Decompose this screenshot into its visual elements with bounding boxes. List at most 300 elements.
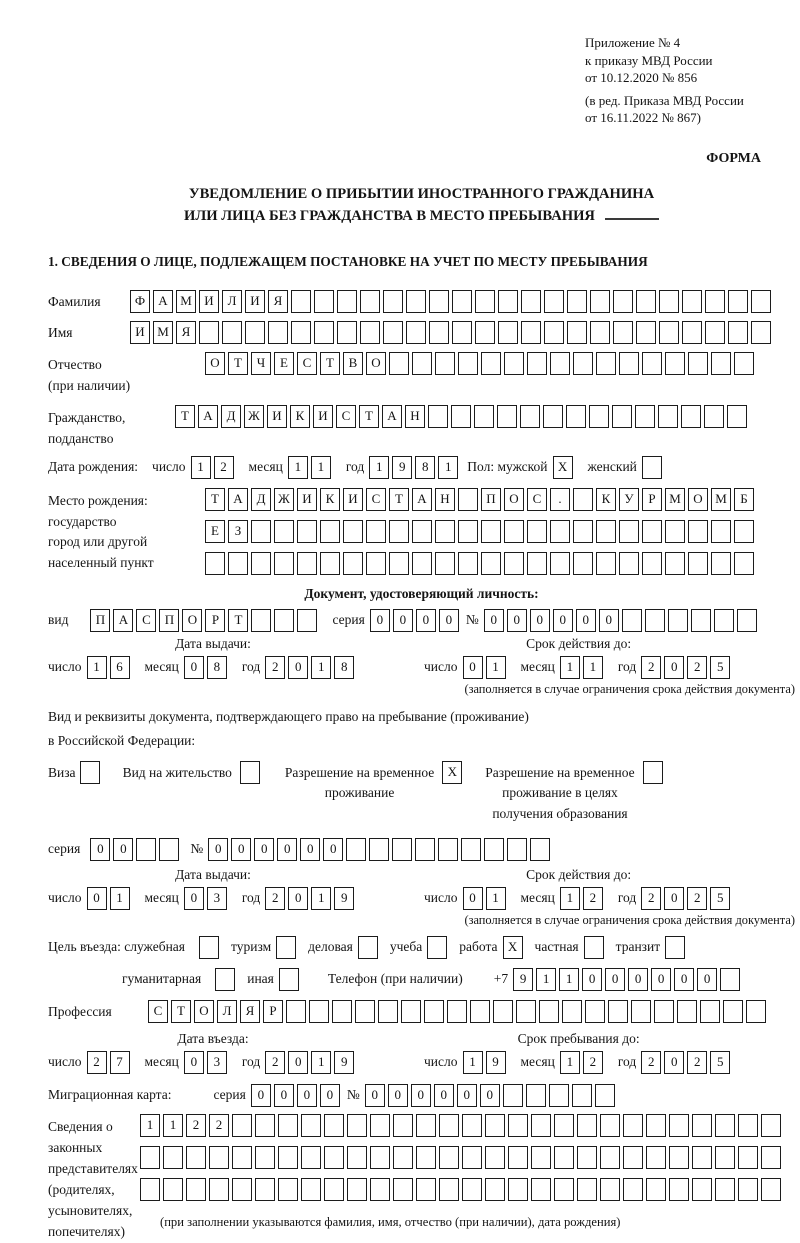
char-box[interactable]: С [336,405,356,428]
char-box[interactable] [278,1114,298,1137]
stay-day-boxes[interactable] [463,1051,509,1074]
char-box[interactable] [504,352,524,375]
char-box[interactable] [370,1114,390,1137]
char-box[interactable] [544,321,564,344]
char-box[interactable] [705,321,725,344]
char-box[interactable] [429,321,449,344]
char-box[interactable]: 1 [311,1051,331,1074]
char-box[interactable]: И [245,290,265,313]
char-box[interactable] [412,352,432,375]
char-box[interactable]: 0 [184,656,204,679]
char-box[interactable]: И [130,321,150,344]
char-box[interactable]: 2 [87,1051,107,1074]
citizenship-boxes[interactable] [175,405,750,428]
res-valid-day-boxes[interactable] [463,887,509,910]
char-box[interactable] [590,290,610,313]
char-box[interactable]: 6 [110,656,130,679]
phone-boxes[interactable] [513,968,743,991]
char-box[interactable] [665,552,685,575]
char-box[interactable] [619,552,639,575]
char-box[interactable] [324,1178,344,1201]
char-box[interactable] [700,1000,720,1023]
char-box[interactable]: 1 [311,456,331,479]
char-box[interactable]: Д [251,488,271,511]
char-box[interactable]: И [313,405,333,428]
char-box[interactable] [255,1178,275,1201]
char-box[interactable] [504,552,524,575]
char-box[interactable]: 2 [583,1051,603,1074]
char-box[interactable]: 5 [710,1051,730,1074]
char-box[interactable]: 2 [687,887,707,910]
char-box[interactable] [438,838,458,861]
patronymic-boxes[interactable] [205,352,757,375]
char-box[interactable] [543,405,563,428]
char-box[interactable] [573,488,593,511]
char-box[interactable] [619,352,639,375]
representatives-boxes-row1[interactable] [140,1114,784,1137]
char-box[interactable] [186,1178,206,1201]
char-box[interactable] [406,290,426,313]
char-box[interactable] [240,761,260,784]
char-box[interactable]: А [153,290,173,313]
entry-year-boxes[interactable] [265,1051,357,1074]
char-box[interactable]: 1 [463,1051,483,1074]
char-box[interactable]: М [176,290,196,313]
surname-boxes[interactable] [130,290,774,313]
res-issue-year-boxes[interactable] [265,887,357,910]
char-box[interactable] [734,352,754,375]
res-number-boxes[interactable] [208,838,553,861]
char-box[interactable]: 0 [90,838,110,861]
char-box[interactable]: 2 [687,656,707,679]
char-box[interactable]: 0 [416,609,436,632]
char-box[interactable]: 2 [186,1114,206,1137]
char-box[interactable] [383,321,403,344]
char-box[interactable]: 2 [641,1051,661,1074]
res-issue-day-boxes[interactable] [87,887,133,910]
char-box[interactable]: М [665,488,685,511]
char-box[interactable]: 1 [560,1051,580,1074]
char-box[interactable]: 0 [664,887,684,910]
char-box[interactable] [424,1000,444,1023]
char-box[interactable]: Т [320,352,340,375]
char-box[interactable]: 0 [599,609,619,632]
char-box[interactable] [550,552,570,575]
char-box[interactable]: 8 [207,656,227,679]
char-box[interactable] [458,488,478,511]
purpose-other-checkbox[interactable] [279,968,302,991]
char-box[interactable] [343,520,363,543]
char-box[interactable]: 2 [265,887,285,910]
char-box[interactable]: П [481,488,501,511]
char-box[interactable] [355,1000,375,1023]
char-box[interactable]: 1 [288,456,308,479]
char-box[interactable] [389,552,409,575]
char-box[interactable] [550,352,570,375]
char-box[interactable] [636,290,656,313]
char-box[interactable] [291,321,311,344]
char-box[interactable] [481,552,501,575]
char-box[interactable] [728,321,748,344]
char-box[interactable] [416,1146,436,1169]
char-box[interactable]: К [596,488,616,511]
char-box[interactable] [720,968,740,991]
char-box[interactable] [737,609,757,632]
char-box[interactable] [714,609,734,632]
char-box[interactable] [136,838,156,861]
char-box[interactable] [562,1000,582,1023]
char-box[interactable] [301,1178,321,1201]
char-box[interactable] [631,1000,651,1023]
char-box[interactable] [508,1146,528,1169]
char-box[interactable] [343,552,363,575]
representatives-boxes-row2[interactable] [140,1146,784,1169]
char-box[interactable]: X [442,761,462,784]
char-box[interactable]: 0 [87,887,107,910]
char-box[interactable] [439,1114,459,1137]
char-box[interactable] [439,1146,459,1169]
char-box[interactable] [531,1146,551,1169]
char-box[interactable] [320,520,340,543]
char-box[interactable] [462,1178,482,1201]
char-box[interactable] [622,609,642,632]
char-box[interactable] [665,520,685,543]
char-box[interactable] [550,520,570,543]
char-box[interactable]: Я [268,290,288,313]
char-box[interactable] [723,1000,743,1023]
char-box[interactable]: 0 [674,968,694,991]
profession-boxes[interactable] [148,1000,769,1023]
char-box[interactable] [734,520,754,543]
char-box[interactable]: 2 [265,656,285,679]
birth-month-boxes[interactable] [288,456,334,479]
char-box[interactable] [232,1114,252,1137]
char-box[interactable] [251,520,271,543]
char-box[interactable] [412,520,432,543]
char-box[interactable]: Б [734,488,754,511]
char-box[interactable] [623,1114,643,1137]
char-box[interactable] [590,321,610,344]
char-box[interactable] [612,405,632,428]
char-box[interactable]: С [148,1000,168,1023]
char-box[interactable] [711,520,731,543]
char-box[interactable] [646,1178,666,1201]
purpose-transit-checkbox[interactable] [665,936,688,959]
char-box[interactable]: 0 [697,968,717,991]
char-box[interactable]: . [550,488,570,511]
char-box[interactable]: А [198,405,218,428]
char-box[interactable] [646,1114,666,1137]
char-box[interactable]: 0 [530,609,550,632]
char-box[interactable] [314,321,334,344]
char-box[interactable] [370,1146,390,1169]
char-box[interactable]: 5 [710,656,730,679]
char-box[interactable] [222,321,242,344]
char-box[interactable] [682,321,702,344]
doc-valid-month-boxes[interactable] [560,656,606,679]
char-box[interactable] [711,552,731,575]
char-box[interactable]: 1 [369,456,389,479]
char-box[interactable]: Л [222,290,242,313]
char-box[interactable] [498,290,518,313]
char-box[interactable]: М [153,321,173,344]
char-box[interactable]: 0 [480,1084,500,1107]
char-box[interactable] [572,1084,592,1107]
char-box[interactable] [297,552,317,575]
char-box[interactable]: 0 [664,656,684,679]
birth-place-boxes-row2[interactable] [205,520,757,543]
char-box[interactable] [415,838,435,861]
char-box[interactable] [485,1114,505,1137]
char-box[interactable]: 0 [251,1084,271,1107]
doc-number-boxes[interactable] [484,609,760,632]
char-box[interactable] [429,290,449,313]
char-box[interactable] [392,838,412,861]
char-box[interactable] [596,352,616,375]
char-box[interactable]: 0 [457,1084,477,1107]
char-box[interactable] [474,405,494,428]
char-box[interactable] [573,520,593,543]
purpose-tourism-checkbox[interactable] [276,936,299,959]
char-box[interactable] [681,405,701,428]
char-box[interactable] [600,1146,620,1169]
doc-issue-day-boxes[interactable] [87,656,133,679]
char-box[interactable] [324,1114,344,1137]
doc-kind-boxes[interactable] [90,609,320,632]
char-box[interactable] [508,1114,528,1137]
stay-month-boxes[interactable] [560,1051,606,1074]
char-box[interactable] [520,405,540,428]
char-box[interactable] [613,290,633,313]
char-box[interactable]: Д [221,405,241,428]
char-box[interactable]: А [113,609,133,632]
sex-male-checkbox[interactable] [553,456,576,479]
char-box[interactable]: С [136,609,156,632]
char-box[interactable] [369,838,389,861]
char-box[interactable] [337,290,357,313]
char-box[interactable]: 1 [311,887,331,910]
char-box[interactable] [274,552,294,575]
char-box[interactable]: 1 [191,456,211,479]
char-box[interactable]: 0 [463,656,483,679]
char-box[interactable]: Р [263,1000,283,1023]
char-box[interactable] [554,1178,574,1201]
char-box[interactable]: С [297,352,317,375]
char-box[interactable] [692,1114,712,1137]
char-box[interactable] [383,290,403,313]
char-box[interactable]: Е [205,520,225,543]
char-box[interactable]: 2 [214,456,234,479]
res-valid-year-boxes[interactable] [641,887,733,910]
char-box[interactable] [738,1146,758,1169]
char-box[interactable] [452,290,472,313]
char-box[interactable] [412,552,432,575]
char-box[interactable] [727,405,747,428]
char-box[interactable] [715,1146,735,1169]
purpose-business-checkbox[interactable] [199,936,222,959]
char-box[interactable]: 3 [207,887,227,910]
char-box[interactable]: Т [359,405,379,428]
char-box[interactable] [337,321,357,344]
char-box[interactable]: 8 [334,656,354,679]
char-box[interactable] [320,552,340,575]
char-box[interactable]: 0 [553,609,573,632]
char-box[interactable]: И [199,290,219,313]
given-name-boxes[interactable] [130,321,774,344]
char-box[interactable]: 0 [288,887,308,910]
char-box[interactable] [347,1146,367,1169]
char-box[interactable]: Л [217,1000,237,1023]
char-box[interactable] [668,609,688,632]
char-box[interactable] [584,936,604,959]
char-box[interactable] [539,1000,559,1023]
char-box[interactable]: Ч [251,352,271,375]
char-box[interactable] [416,1178,436,1201]
char-box[interactable] [595,1084,615,1107]
residence-permit-checkbox[interactable] [240,761,263,784]
sex-female-checkbox[interactable] [642,456,665,479]
char-box[interactable] [435,352,455,375]
char-box[interactable]: П [90,609,110,632]
char-box[interactable] [401,1000,421,1023]
char-box[interactable] [458,520,478,543]
char-box[interactable]: 0 [463,887,483,910]
char-box[interactable] [461,838,481,861]
char-box[interactable]: X [503,936,523,959]
char-box[interactable]: П [159,609,179,632]
char-box[interactable]: 1 [163,1114,183,1137]
char-box[interactable]: 0 [484,609,504,632]
char-box[interactable] [503,1084,523,1107]
char-box[interactable]: З [228,520,248,543]
char-box[interactable] [705,290,725,313]
char-box[interactable]: 1 [560,887,580,910]
char-box[interactable]: 0 [320,1084,340,1107]
char-box[interactable] [508,1178,528,1201]
char-box[interactable] [642,352,662,375]
entry-day-boxes[interactable] [87,1051,133,1074]
visa-checkbox[interactable] [80,761,103,784]
char-box[interactable]: 0 [288,656,308,679]
char-box[interactable]: Т [171,1000,191,1023]
char-box[interactable] [276,936,296,959]
char-box[interactable] [497,405,517,428]
char-box[interactable] [646,1146,666,1169]
char-box[interactable] [393,1178,413,1201]
char-box[interactable]: 0 [184,887,204,910]
char-box[interactable] [682,290,702,313]
char-box[interactable] [435,520,455,543]
char-box[interactable]: 1 [583,656,603,679]
char-box[interactable] [291,290,311,313]
char-box[interactable]: 0 [651,968,671,991]
char-box[interactable]: 9 [486,1051,506,1074]
doc-series-boxes[interactable] [370,609,462,632]
char-box[interactable]: О [205,352,225,375]
char-box[interactable] [544,290,564,313]
char-box[interactable] [507,838,527,861]
char-box[interactable] [332,1000,352,1023]
char-box[interactable] [452,321,472,344]
char-box[interactable] [199,936,219,959]
char-box[interactable] [608,1000,628,1023]
char-box[interactable] [573,352,593,375]
char-box[interactable] [623,1178,643,1201]
char-box[interactable] [577,1146,597,1169]
birth-place-boxes-row3[interactable] [205,552,757,575]
char-box[interactable] [659,321,679,344]
char-box[interactable]: 9 [392,456,412,479]
char-box[interactable] [393,1146,413,1169]
char-box[interactable]: 7 [110,1051,130,1074]
char-box[interactable] [623,1146,643,1169]
char-box[interactable] [589,405,609,428]
char-box[interactable] [715,1178,735,1201]
char-box[interactable]: Т [175,405,195,428]
char-box[interactable]: Ж [274,488,294,511]
purpose-study-checkbox[interactable] [427,936,450,959]
char-box[interactable] [314,290,334,313]
char-box[interactable] [439,1178,459,1201]
char-box[interactable]: 0 [439,609,459,632]
char-box[interactable] [268,321,288,344]
char-box[interactable]: К [290,405,310,428]
char-box[interactable] [360,290,380,313]
char-box[interactable] [451,405,471,428]
char-box[interactable]: 9 [513,968,533,991]
char-box[interactable] [209,1146,229,1169]
char-box[interactable] [527,520,547,543]
char-box[interactable] [645,609,665,632]
purpose-commercial-checkbox[interactable] [358,936,381,959]
char-box[interactable] [734,552,754,575]
temp-residence-checkbox[interactable] [442,761,465,784]
char-box[interactable]: О [182,609,202,632]
char-box[interactable] [80,761,100,784]
char-box[interactable] [692,1146,712,1169]
char-box[interactable] [688,352,708,375]
char-box[interactable]: Т [228,352,248,375]
char-box[interactable]: 0 [434,1084,454,1107]
char-box[interactable] [498,321,518,344]
char-box[interactable] [347,1114,367,1137]
char-box[interactable]: 0 [582,968,602,991]
char-box[interactable] [635,405,655,428]
char-box[interactable]: 2 [641,656,661,679]
char-box[interactable]: Я [176,321,196,344]
char-box[interactable] [692,1178,712,1201]
char-box[interactable] [255,1114,275,1137]
char-box[interactable]: С [527,488,547,511]
char-box[interactable] [711,352,731,375]
char-box[interactable]: И [343,488,363,511]
char-box[interactable] [504,520,524,543]
char-box[interactable]: 0 [274,1084,294,1107]
char-box[interactable] [521,321,541,344]
char-box[interactable] [746,1000,766,1023]
char-box[interactable] [251,609,271,632]
char-box[interactable] [577,1178,597,1201]
char-box[interactable]: 2 [583,887,603,910]
char-box[interactable] [527,352,547,375]
char-box[interactable] [309,1000,329,1023]
char-box[interactable] [274,609,294,632]
char-box[interactable] [435,552,455,575]
char-box[interactable]: 5 [710,887,730,910]
char-box[interactable]: В [343,352,363,375]
char-box[interactable] [654,1000,674,1023]
char-box[interactable]: О [194,1000,214,1023]
